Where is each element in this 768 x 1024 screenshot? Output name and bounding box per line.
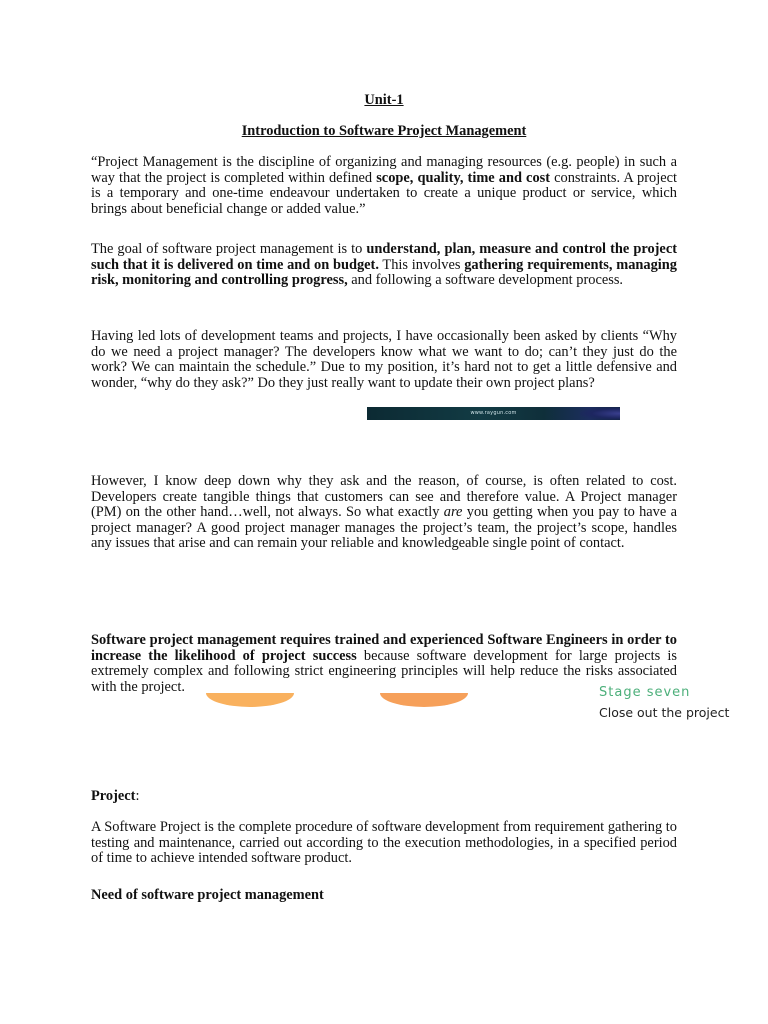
banner-url: www.raygun.com [470,410,517,416]
paragraph-project-definition: A Software Project is the complete procedure of software development from requirement gathering to testing and maintenance, carried out according to the execution methodologies, in a specified period of time to achieve intended software product. [91,819,677,867]
paragraph-cost [91,474,677,552]
paragraph-goal [91,242,677,289]
text-run: and following a software development process. [347,272,624,289]
need-heading: Need of software project management [91,887,324,903]
project-colon: : [135,788,140,804]
bold-run: gathering requirements, managing risk, monitoring and controlling progress, [91,256,678,289]
bold-run: Software project management requires trained and experienced Software Engineers in order to increase the likelihood of project success [91,632,677,664]
bold-run: understand, plan, measure and control the project such that it is delivered on time and on budget. [91,241,677,273]
text-run: you getting when you pay to have a project manager? A good project manager manages the project’s team, the project’s scope, handles any issues that arise and can remain your reliable and knowledgeable single point of contact. [91,504,677,552]
text-run: “Project Management is the discipline of organizing and managing resources (e.g. people) in such a way that the project is completed within defined [91,154,677,186]
text-run: This involves [378,256,465,273]
paragraph-engineers [91,633,677,695]
section-title: Introduction to Software Project Management [241,123,527,139]
paragraph-clients: Having led lots of development teams and projects, I have occasionally been asked by clients “Why do we need a project manager? The developers know what we want to do; can’t they just do the work? We can maintain the schedule.” Due to my position, it’s hard not to get a little defensive and wonder, “why do they ask?” Do they just really want to update their own project plans? [91,328,677,391]
text-run: However, I know deep down why they ask and the reason, of course, is often related to cost. Developers create tangible things that customers can see and therefore value. A Project manager (PM) on the other hand…well, not always. So what exactly [91,473,677,521]
bold-run: scope, quality, time and cost [376,169,551,186]
paragraph-definition [91,155,677,217]
italic-run: are [443,504,463,521]
unit-heading: Unit-1 [364,92,404,108]
project-heading [91,789,139,805]
embedded-image-banner [367,407,620,420]
embedded-image-stage-subtitle: Close out the project [599,705,730,720]
text-run: The goal of software project management is to [91,241,367,257]
text-run: constraints. A project is a temporary and one-time endeavour undertaken to create a unique product or service, which brings about beneficial change or added value.” [91,169,677,217]
stage-title-text: Stage seven [599,686,691,700]
text-run: because software development for large projects is extremely complex and following strict engineering principles will help reduce the risks associated with the project. [91,647,677,695]
project-label: Project [91,788,136,804]
